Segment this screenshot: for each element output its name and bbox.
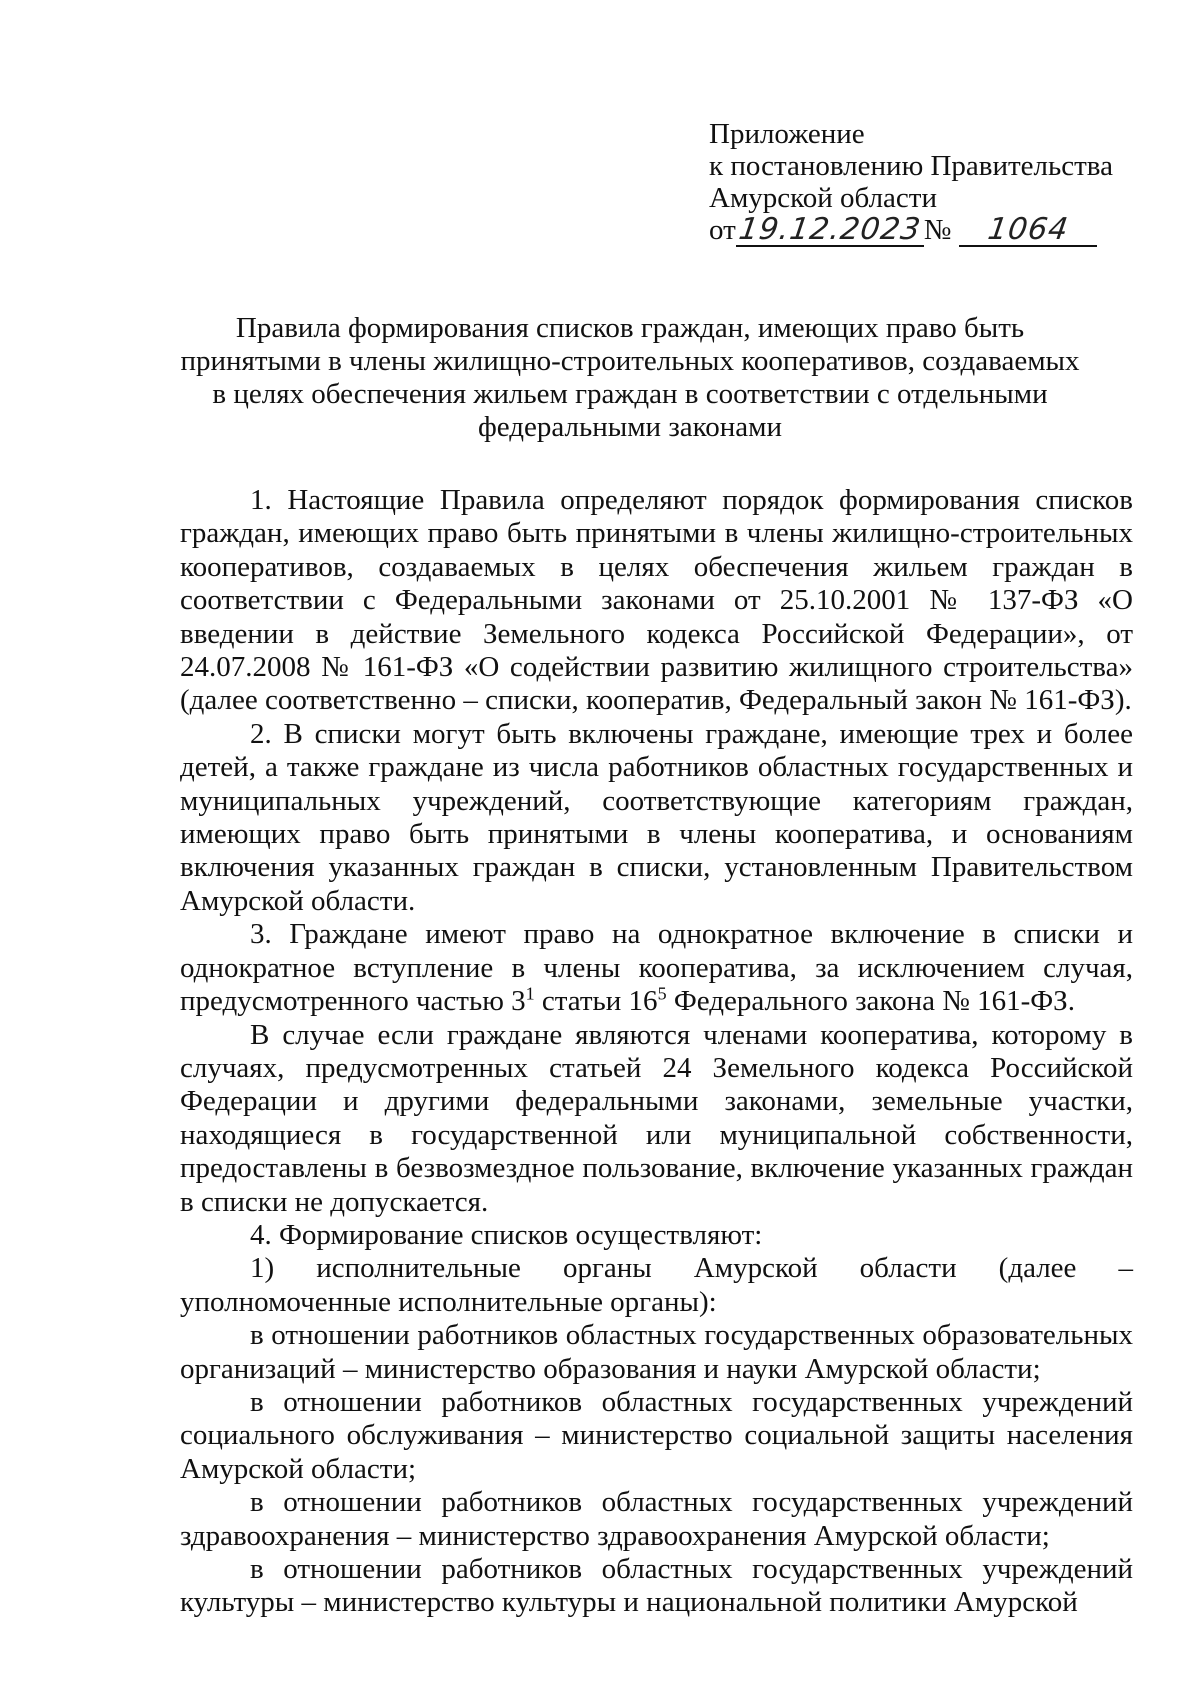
title-line-1: Правила формирования списков граждан, имеющих право быть — [235, 312, 1025, 344]
handwritten-number: 1064 — [985, 212, 1071, 247]
paragraph-3-text-c: Федерального закона № 161-ФЗ. — [666, 985, 1075, 1018]
paragraph-1: 1. Настоящие Правила определяют порядок формирования списков граждан, имеющих право быть принятыми в члены жилищно-строительных кооперативов, создаваемых в целях обеспечения жильем граждан в соответствии с Федеральными законами от 25.10.2001 № 137-ФЗ «О введении в действие Земельного кодекса Российской Федерации», от 24.07.2008 № 161-ФЗ «О содействии развитию жилищного строительства» (далее соответственно – списки, кооператив, Федеральный закон № 161-ФЗ). — [180, 484, 1133, 717]
paragraph-5: 4. Формирование списков осуществляют: — [250, 1218, 763, 1251]
number-field — [959, 212, 1097, 247]
paragraph-7: в отношении работников областных государственных образовательных организаций – министерство образования и науки Амурской области; — [180, 1319, 1133, 1385]
paragraph-3 — [180, 918, 1133, 1018]
paragraph-3-text-a: 3. Граждане имеют право на однократное включение в списки и однократное вступление в члены кооператива, за исключением случая, предусмотренного частью 3 — [180, 918, 1133, 1018]
title-line-3: в целях обеспечения жильем граждан в соответствии с отдельными — [212, 378, 1048, 410]
paragraph-8: в отношении работников областных государственных учреждений социального обслуживания – министерство социальной защиты населения Амурской области; — [180, 1385, 1133, 1485]
appendix-line-1: Приложение — [709, 118, 865, 150]
date-prefix: от — [709, 214, 736, 246]
paragraph-10: в отношении работников областных государственных учреждений культуры – министерство культуры и национальной политики Амурской — [180, 1553, 1133, 1619]
paragraph-3-text-b: статьи 16 — [534, 985, 658, 1018]
superscript-1: 1 — [525, 983, 535, 1004]
appendix-header — [709, 118, 1149, 250]
superscript-5: 5 — [657, 983, 667, 1004]
title-line-4: федеральными законами — [477, 411, 783, 443]
appendix-line-3: Амурской области — [709, 182, 937, 214]
number-prefix: № — [923, 214, 952, 246]
document-title — [180, 312, 1080, 444]
paragraph-4: В случае если граждане являются членами кооператива, которому в случаях, предусмотренных статьей 24 Земельного кодекса Российской Федерации и другими федеральными законами, земельные участки, находящиеся в государственной или муниципальной собственности, предоставлены в безвозмездное пользование, включение указанных граждан в списки не допускается. — [180, 1018, 1133, 1218]
document-body — [180, 484, 1133, 1620]
paragraph-2: 2. В списки могут быть включены граждане, имеющие трех и более детей, а также граждане из числа работников областных государственных и муниципальных учреждений, соответствующие категориям граждан, имеющих право быть принятыми в члены кооператива, и основаниям включения указанных граждан в списки, установленным Правительством Амурской области. — [180, 717, 1133, 917]
title-line-2: принятыми в члены жилищно-строительных кооперативов, создаваемых — [180, 345, 1080, 377]
paragraph-6: 1) исполнительные органы Амурской области (далее – уполномоченные исполнительные органы): — [180, 1252, 1133, 1318]
appendix-date-number-line — [709, 214, 1149, 250]
paragraph-9: в отношении работников областных государственных учреждений здравоохранения – министерство здравоохранения Амурской области; — [180, 1486, 1133, 1552]
handwritten-date: 19.12.2023 — [736, 212, 924, 247]
appendix-line-2: к постановлению Правительства — [709, 150, 1113, 182]
date-field — [736, 212, 924, 247]
